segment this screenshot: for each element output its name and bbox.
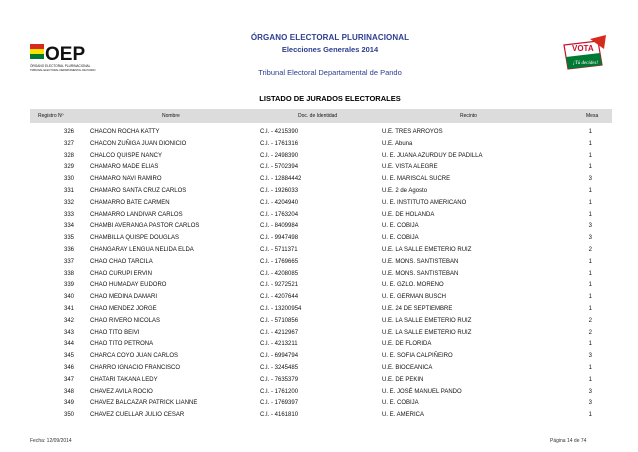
table-row [30,127,612,139]
table-header [30,109,612,123]
cell-registro: 347 [63,376,74,383]
cell-mesa: 1 [588,258,592,265]
cell-registro: 348 [63,388,74,395]
table-row [30,139,612,151]
cell-documento: C.I. - 4161810 [260,412,299,419]
list-title: LISTADO DE JURADOS ELECTORALES [259,94,401,103]
col-mesa: Mesa [586,113,599,119]
cell-documento: C.I. - 4204940 [260,199,299,206]
table-row [30,292,612,304]
cell-nombre: CHAVEZ AVILA ROCIO [90,388,153,395]
cell-mesa: 3 [588,176,592,183]
table-row [30,328,612,340]
cell-nombre: CHAMBILLA QUISPE DOUGLAS [90,235,180,242]
table-row [30,410,612,422]
cell-recinto: U. E. INSTITUTO AMERICANO [382,199,467,206]
oep-logo-subtitle: ÓRGANO ELECTORAL PLURINACIONAL [30,64,91,68]
cell-mesa: 1 [588,164,592,171]
cell-mesa: 2 [588,246,592,253]
cell-nombre: CHAO CHAO TARCILA [90,258,153,265]
table-row [30,280,612,292]
cell-mesa: 1 [588,282,592,289]
cell-nombre: CHAVEZ CUELLAR JULIO CESAR [90,412,185,419]
col-registro: Registro Nº [38,113,64,119]
cell-nombre: CHANGARAY LENGUA NELIDA ELDA [90,246,194,253]
col-recinto: Recinto [460,113,477,119]
cell-nombre: CHAO MENDEZ JORGE [90,305,157,312]
cell-recinto: U. E. GERMAN BUSCH [382,294,447,301]
cell-nombre: CHAO TITO PETRONA [90,341,154,348]
cell-documento: C.I. - 4212967 [260,329,299,336]
oep-logo [30,40,102,74]
cell-registro: 345 [63,353,74,360]
cell-mesa: 3 [588,388,592,395]
table-row [30,351,612,363]
col-nombre: Nombre [162,113,180,119]
cell-documento: C.I. - 7635379 [260,376,299,383]
cell-documento: C.I. - 13200954 [260,305,302,312]
cell-recinto: U. E. COBIJA [382,235,419,242]
cell-recinto: U. E. MARISCAL SUCRE [382,176,451,183]
oep-logo-text: OEP [45,44,86,65]
cell-registro: 327 [63,140,74,147]
cell-registro: 328 [63,152,74,159]
cell-documento: C.I. - 5711371 [260,246,298,253]
cell-registro: 329 [63,164,74,171]
cell-recinto: U. E. JOSÉ MANUEL PANDO [382,388,462,395]
cell-nombre: CHAMARRO LANDIVAR CARLOS [90,211,183,218]
cell-documento: C.I. - 1763204 [260,211,299,218]
cell-mesa: 3 [588,223,592,230]
cell-registro: 341 [63,305,74,312]
cell-recinto: U.E. DE PEKIN [382,376,424,383]
oep-logo-subtitle2: TRIBUNAL ELECTORAL DEPARTAMENTAL DE PANDO [30,69,96,72]
cell-nombre: CHAMBI AVERANGA PASTOR CARLOS [90,223,200,230]
cell-documento: C.I. - 12884442 [260,176,302,183]
cell-mesa: 1 [588,187,592,194]
cell-registro: 344 [63,341,74,348]
cell-nombre: CHAMARO NAVI RAMIRO [90,176,162,183]
cell-registro: 326 [63,129,74,135]
cell-registro: 349 [63,400,74,407]
cell-registro: 339 [63,282,74,289]
cell-mesa: 1 [588,412,592,419]
cell-documento: C.I. - 9947498 [260,235,299,242]
cell-registro: 342 [63,317,74,324]
table-row [30,257,612,269]
cell-recinto: U.E. LA SALLE EMETERIO RUIZ [382,317,472,324]
cell-registro: 335 [63,235,74,242]
cell-recinto: U.E. 2 de Agosto [382,187,428,194]
cell-registro: 334 [63,223,74,230]
table-row [30,269,612,281]
cell-registro: 332 [63,199,74,206]
table-row [30,162,612,174]
vota-logo-text: VOTA [572,44,594,53]
cell-recinto: U.E. 24 DE SEPTIEMBRE [382,305,453,312]
election-title: Elecciones Generales 2014 [281,45,379,54]
cell-registro: 340 [63,294,74,301]
cell-recinto: U. E. JUANA AZURDUY DE PADILLA [382,152,483,159]
table-row [30,221,612,233]
cell-mesa: 3 [588,353,592,360]
org-title: ÓRGANO ELECTORAL PLURINACIONAL [250,33,410,42]
table-row [30,304,612,316]
cell-registro: 337 [63,258,74,265]
cell-nombre: CHAO HUMADAY EUDORO [90,282,167,289]
cell-mesa: 1 [588,152,592,159]
cell-registro: 343 [63,329,74,336]
cell-documento: C.I. - 1769665 [260,258,299,265]
cell-mesa: 3 [588,235,592,242]
cell-documento: C.I. - 4213211 [260,341,298,348]
cell-registro: 331 [63,187,74,194]
cell-nombre: CHAO MEDINA DAMARI [90,294,158,301]
cell-nombre: CHATARI TAKANA LEDY [90,376,158,383]
table-row [30,339,612,351]
table-row [30,210,612,222]
cell-mesa: 1 [588,364,592,371]
cell-mesa: 1 [588,129,592,135]
table-row [30,198,612,210]
cell-nombre: CHAO TITO BEIVI [90,329,140,336]
cell-mesa: 1 [588,341,592,348]
cell-nombre: CHARRO IGNACIO FRANCISCO [90,364,181,371]
cell-documento: C.I. - 6994794 [260,353,299,360]
cell-registro: 338 [63,270,74,277]
table-row [30,245,612,257]
cell-nombre: CHAMARRO BATE CARMEN [90,199,170,206]
cell-mesa: 3 [588,400,592,407]
table-row [30,174,612,186]
cell-documento: C.I. - 4215390 [260,129,299,135]
cell-documento: C.I. - 5702394 [260,164,299,171]
footer-page: Página 14 de 74 [550,438,587,444]
cell-recinto: U.E. DE HOLANDA [382,211,435,218]
cell-recinto: U.E. TRES ARROYOS [382,129,443,135]
table-row [30,387,612,399]
table-row [30,186,612,198]
cell-nombre: CHACON ZUÑIGA JUAN DIONICIO [90,140,187,147]
cell-recinto: U.E. VISTA ALEGRE [382,164,438,171]
cell-documento: C.I. - 5710856 [260,317,299,324]
cell-registro: 330 [63,176,74,183]
cell-nombre: CHAO CURUPI ERVIN [90,270,152,277]
cell-mesa: 1 [588,211,592,218]
table-row [30,375,612,387]
cell-mesa: 1 [588,376,592,383]
cell-documento: C.I. - 1769397 [260,400,299,407]
cell-nombre: CHAVEZ BALCAZAR PATRICK LIANNE [90,400,198,407]
cell-mesa: 1 [588,140,592,147]
cell-documento: C.I. - 4207644 [260,294,299,301]
cell-recinto: U. E. COBIJA [382,400,419,407]
cell-registro: 333 [63,211,74,218]
table-row [30,151,612,163]
table-row [30,316,612,328]
cell-documento: C.I. - 1926033 [260,187,299,194]
cell-recinto: U. E. GZLO. MORENO [382,282,444,289]
cell-registro: 346 [63,364,74,371]
cell-recinto: U.E. LA SALLE EMETERIO RUIZ [382,329,472,336]
cell-recinto: U. E. AMERICA [382,412,425,419]
cell-recinto: U. E. COBIJA [382,223,419,230]
table-row [30,398,612,410]
cell-recinto: U.E. MONS. SANTISTEBAN [382,270,459,277]
cell-mesa: 1 [588,305,592,312]
cell-recinto: U.E. LA SALLE EMETERIO RUIZ [382,246,472,253]
cell-documento: C.I. - 8409984 [260,223,299,230]
footer-date: Fecha: 12/09/2014 [30,438,72,444]
cell-nombre: CHARCA COYO JUAN CARLOS [90,353,179,360]
cell-documento: C.I. - 1761316 [260,140,299,147]
cell-mesa: 1 [588,199,592,206]
cell-documento: C.I. - 9272521 [260,282,299,289]
cell-recinto: U.E. MONS. SANTISTEBAN [382,258,459,265]
vota-logo [560,35,614,73]
jurados-table-body [30,127,612,422]
cell-mesa: 2 [588,329,592,336]
cell-documento: C.I. - 2498390 [260,152,299,159]
cell-mesa: 1 [588,294,592,301]
cell-documento: C.I. - 1761200 [260,388,299,395]
tribunal-title: Tribunal Electoral Departamental de Pando [258,68,402,77]
cell-registro: 350 [63,412,74,419]
cell-nombre: CHAO RIVERO NICOLAS [90,317,161,324]
cell-mesa: 2 [588,317,592,324]
table-row [30,363,612,375]
cell-recinto: U.E. Abuna [382,140,413,147]
vota-logo-subtitle: ¡Tú decides! [573,61,599,66]
cell-documento: C.I. - 4208085 [260,270,299,277]
table-row [30,233,612,245]
cell-nombre: CHALCO QUISPE NANCY [90,152,163,159]
cell-recinto: U.E. BIOCEANICA [382,364,433,371]
cell-mesa: 1 [588,270,592,277]
cell-recinto: U. E. SOFIA CALPIÑEIRO [382,353,453,360]
cell-nombre: CHAMARO SANTA CRUZ CARLOS [90,187,187,194]
cell-nombre: CHAMARO MADE ELIAS [90,164,159,171]
cell-nombre: CHACON ROCHA KATTY [90,129,160,135]
cell-recinto: U.E. DE FLORIDA [382,341,432,348]
col-documento: Doc. de Identidad [298,113,338,119]
cell-documento: C.I. - 3245485 [260,364,299,371]
cell-registro: 336 [63,246,74,253]
